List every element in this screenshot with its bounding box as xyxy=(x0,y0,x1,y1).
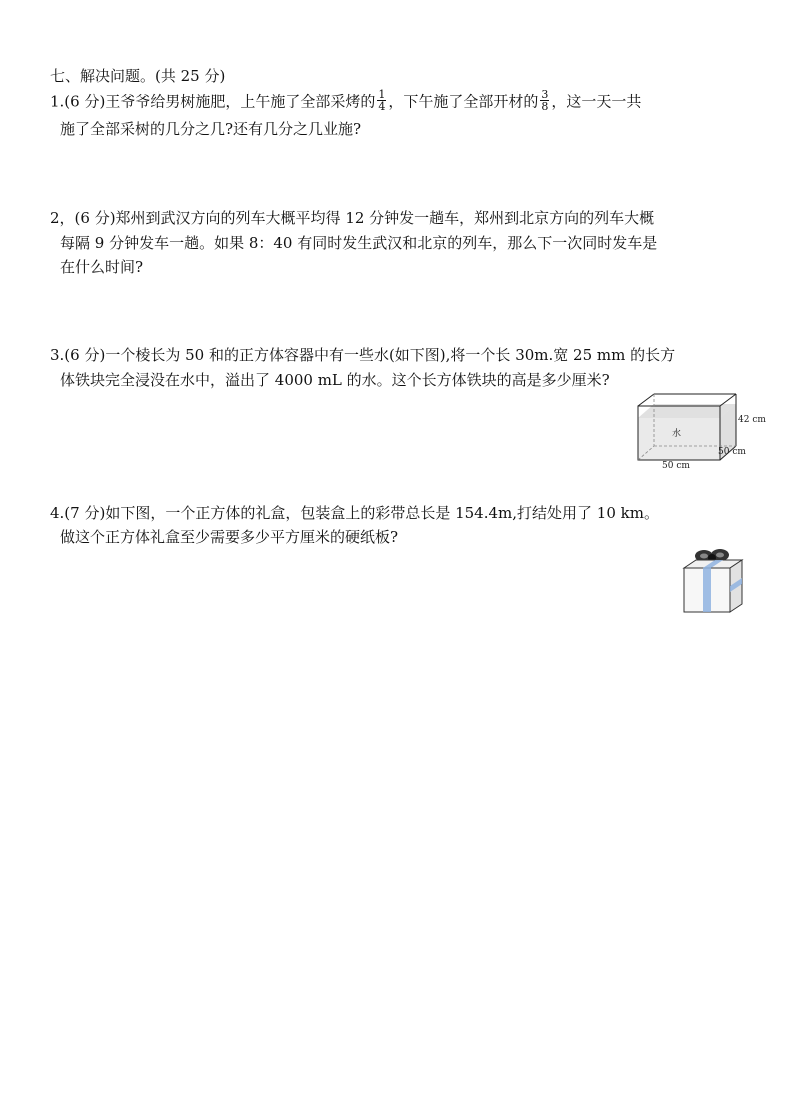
q1-fraction-1-numerator: 1 xyxy=(378,88,386,101)
q1-text-c: ，这一天一共 xyxy=(551,92,642,111)
ribbon-front-vertical xyxy=(703,568,711,612)
q1-fraction-2 xyxy=(540,89,549,112)
cube-top-left-edge xyxy=(638,394,654,406)
depth-label: 50 cm xyxy=(718,447,746,457)
bow-left-highlight xyxy=(700,554,708,559)
section-title: 七、解决问题。(共 25 分) xyxy=(50,67,226,85)
q1-fraction-1-denominator: 4 xyxy=(378,100,386,113)
q1-line-1 xyxy=(50,88,642,114)
q2-line-2: 每隔 9 分钟发车一趟。如果 8：40 有同时发生武汉和北京的列车，那么下一次同时发车是 xyxy=(60,234,658,252)
q1-fraction-2-numerator: 3 xyxy=(541,88,549,101)
q2-line-1: 2，(6 分)郑州到武汉方向的列车大概平均得 12 分钟发一趟车，郑州到北京方向的列车大概 xyxy=(50,209,655,227)
q1-fraction-1 xyxy=(377,89,386,112)
q4-line-1: 4.(7 分)如下图，一个正方体的礼盒，包装盒上的彩带总长是 154.4m,打结处用了 10 km。 xyxy=(50,504,659,522)
q1-text-b: ，下午施了全部开材的 xyxy=(388,92,539,111)
cube-container-figure xyxy=(636,392,766,471)
q3-line-2: 体铁块完全浸没在水中，溢出了 4000 mL 的水。这个长方体铁块的高是多少厘米? xyxy=(60,371,610,389)
q4-line-2: 做这个正方体礼盒至少需要多少平方厘米的硬纸板? xyxy=(60,528,399,546)
water-label: 水 xyxy=(672,429,682,439)
q1-line-2: 施了全部采树的几分之几?还有几分之几业施? xyxy=(60,120,362,138)
water-front-face xyxy=(638,418,720,460)
bow-right-highlight xyxy=(716,553,724,558)
q1-text-a: 1.(6 分)王爷爷给男树施肥，上午施了全部采烤的 xyxy=(50,92,376,111)
q2-line-3: 在什么时间? xyxy=(60,258,144,276)
q3-line-1: 3.(6 分)一个棱长为 50 和的正方体容器中有一些水(如下图),将一个长 30m.宽 25 mm 的长方 xyxy=(50,346,676,364)
gift-box-icon xyxy=(676,544,748,616)
height-label: 42 cm xyxy=(738,415,766,425)
q1-fraction-2-denominator: 8 xyxy=(541,100,549,113)
width-label: 50 cm xyxy=(662,461,690,471)
